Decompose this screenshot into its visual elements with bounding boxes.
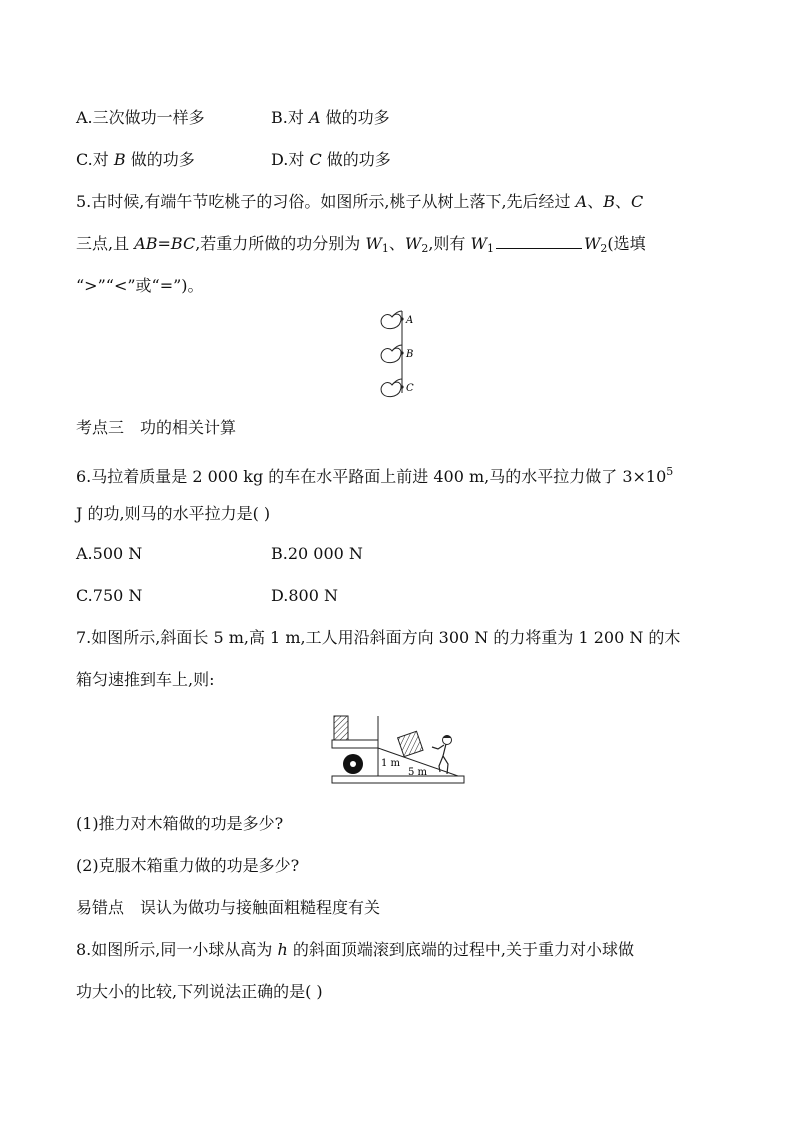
point-b-dot — [400, 351, 403, 354]
q7-sub-2-text: (2)克服木箱重力做的功是多少? — [76, 856, 300, 875]
q5-w1-sub: 1 — [381, 242, 389, 255]
cart-bed — [332, 740, 378, 748]
q5-w2-sub: 2 — [600, 242, 608, 255]
q4-option-a-text: A.三次做功一样多 — [76, 108, 205, 127]
label-c: C — [406, 383, 414, 394]
q5-sep: 、 — [614, 192, 631, 211]
q5-w1: W — [470, 234, 487, 253]
q6-text: J 的功,则马的水平拉力是( ) — [76, 504, 271, 523]
q4-option-c — [76, 150, 195, 170]
section-title: 功的相关计算 — [140, 418, 237, 437]
q5-text: ,若重力所做的功分别为 — [195, 234, 366, 253]
q8-line-2 — [76, 982, 323, 1002]
q5-w2-sub: 2 — [421, 242, 429, 255]
peach-icon — [381, 311, 402, 329]
q7-sub-2 — [76, 856, 299, 876]
point-a-dot — [400, 317, 403, 320]
q4-option-c-prefix: C.对 — [76, 150, 114, 169]
label-b: B — [406, 349, 414, 360]
q5-point-a: A — [575, 192, 588, 211]
q6-option-a-text: A.500 N — [76, 544, 143, 563]
error-label: 易错点 — [76, 898, 125, 917]
q6-line-2 — [76, 504, 270, 524]
q5-line-1 — [76, 192, 643, 212]
height-label: 1 m — [381, 758, 401, 769]
peach-icon — [381, 345, 402, 363]
q5-point-c: C — [630, 192, 644, 211]
wheel-hub — [350, 761, 356, 767]
peach-icon — [381, 379, 402, 397]
q6-option-b-text: B.20 000 N — [271, 544, 363, 563]
q5-w2: W — [404, 234, 422, 253]
q5-sep: 、 — [587, 192, 604, 211]
q6-line-1 — [76, 462, 673, 487]
crate-on-ramp — [398, 731, 423, 756]
q6-option-d-text: D.800 N — [271, 586, 338, 605]
q4-option-b-suffix: 做的功多 — [320, 108, 390, 127]
length-label: 5 m — [408, 767, 428, 778]
q8-var-h: h — [277, 940, 288, 959]
q5-point-b: B — [603, 192, 615, 211]
q8-text: 8.如图所示,同一小球从高为 — [76, 940, 278, 959]
q6-option-a — [76, 544, 142, 564]
q5-line-2 — [76, 234, 646, 259]
q5-answer-blank[interactable] — [496, 234, 582, 249]
q6-exponent: 5 — [666, 465, 674, 478]
q4-option-a — [76, 108, 205, 128]
q5-text: “>”“<”或“=”)。 — [76, 276, 204, 295]
q4-option-d-suffix: 做的功多 — [321, 150, 391, 169]
q8-text: 功大小的比较,下列说法正确的是( ) — [76, 982, 323, 1001]
incline-figure — [326, 714, 470, 786]
q5-text: 三点,且 — [76, 234, 135, 253]
q6-option-b — [271, 544, 363, 564]
q7-text: 7.如图所示,斜面长 5 m,高 1 m,工人用沿斜面方向 300 N 的力将重为 1 200 N 的木 — [76, 628, 681, 647]
q7-sub-1-text: (1)推力对木箱做的功是多少? — [76, 814, 284, 833]
q5-w1: W — [365, 234, 382, 253]
q5-text: (选填 — [607, 234, 646, 253]
q4-option-d-var: C — [309, 150, 322, 169]
label-a: A — [406, 315, 414, 326]
q8-text: 的斜面顶端滚到底端的过程中,关于重力对小球做 — [287, 940, 634, 959]
q5-w2: W — [583, 234, 601, 253]
q6-option-c — [76, 586, 142, 606]
q6-text: 6.马拉着质量是 2 000 kg 的车在水平路面上前进 400 m,马的水平拉力做了 3×10 — [76, 467, 667, 486]
point-c-dot — [400, 385, 403, 388]
q5-sep: 、 — [388, 234, 405, 253]
q4-option-d — [271, 150, 391, 170]
q7-line-2 — [76, 670, 214, 690]
q7-sub-1 — [76, 814, 283, 834]
error-heading — [76, 898, 380, 918]
section-label: 考点三 — [76, 418, 125, 437]
q4-option-d-prefix: D.对 — [271, 150, 310, 169]
section-heading — [76, 418, 236, 438]
q5-text: 5.古时候,有端午节吃桃子的习俗。如图所示,桃子从树上落下,先后经过 — [76, 192, 576, 211]
q4-option-b — [271, 108, 390, 128]
q5-line-3 — [76, 276, 204, 296]
q4-option-b-prefix: B.对 — [271, 108, 309, 127]
q4-option-b-var: A — [308, 108, 321, 127]
q8-line-1 — [76, 940, 634, 960]
error-title: 误认为做功与接触面粗糙程度有关 — [140, 898, 381, 917]
ground-block — [332, 776, 464, 783]
q5-text: ,则有 — [428, 234, 471, 253]
q7-line-1 — [76, 628, 680, 648]
q7-text: 箱匀速推到车上,则: — [76, 670, 215, 689]
q4-option-c-var: B — [113, 150, 126, 169]
crate-on-cart — [334, 716, 348, 740]
falling-peach-figure — [370, 305, 430, 403]
q6-option-d — [271, 586, 338, 606]
q4-option-c-suffix: 做的功多 — [125, 150, 195, 169]
q5-equation: AB=BC — [134, 234, 196, 253]
q5-w1-sub: 1 — [486, 242, 494, 255]
q6-option-c-text: C.750 N — [76, 586, 143, 605]
